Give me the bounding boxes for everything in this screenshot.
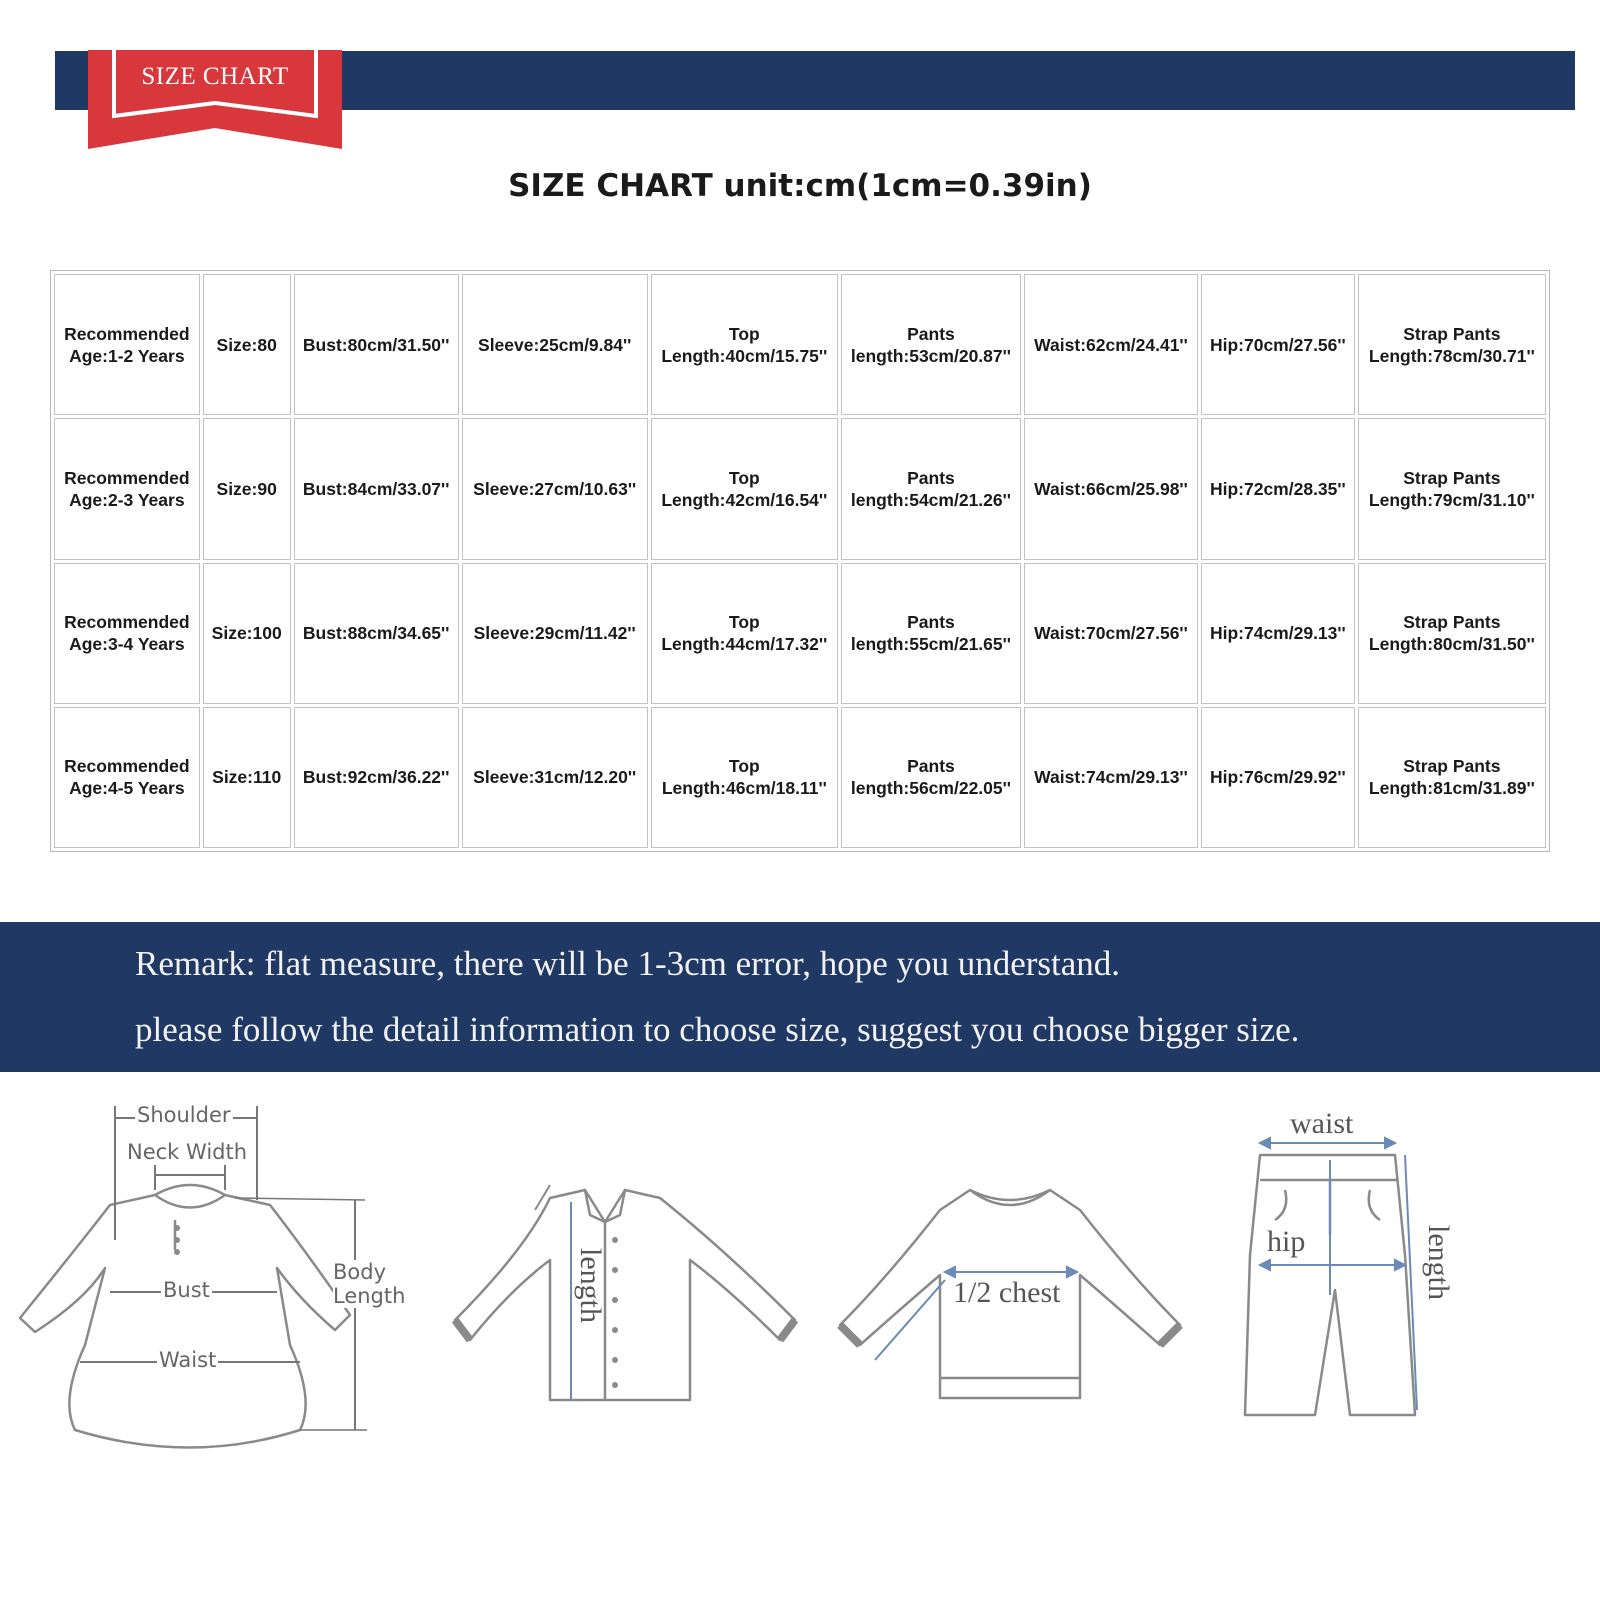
sleeve-cell: Sleeve:31cm/12.20'': [462, 707, 648, 848]
shoulder-label: Shoulder: [137, 1103, 231, 1127]
waist-cell: Waist:74cm/29.13'': [1024, 707, 1198, 848]
body-length-label: Body Length: [333, 1260, 406, 1308]
hip-cell: Hip:70cm/27.56'': [1201, 274, 1355, 415]
size-table: [50, 270, 1550, 852]
age-cell: Recommended Age:3-4 Years: [54, 563, 200, 704]
sleeve-cell: Sleeve:27cm/10.63'': [462, 418, 648, 559]
bust-cell: Bust:88cm/34.65'': [294, 563, 459, 704]
bust-cell: Bust:84cm/33.07'': [294, 418, 459, 559]
page-title: SIZE CHART unit:cm(1cm=0.39in): [508, 168, 1092, 204]
hip-cell: Hip:74cm/29.13'': [1201, 563, 1355, 704]
age-cell: Recommended Age:2-3 Years: [54, 418, 200, 559]
strap-pants-cell: Strap Pants Length:78cm/30.71'': [1358, 274, 1546, 415]
top-length-cell: Top Length:44cm/17.32'': [651, 563, 838, 704]
waist-cell: Waist:66cm/25.98'': [1024, 418, 1198, 559]
remark-line-2: please follow the detail information to choose size, suggest you choose bigger size.: [135, 1010, 1300, 1049]
pants-waist-label: waist: [1287, 1107, 1356, 1141]
pants-length-cell: Pants length:55cm/21.65'': [841, 563, 1021, 704]
pants-diagram: [1255, 1107, 1485, 1425]
pants-length-cell: Pants length:56cm/22.05'': [841, 707, 1021, 848]
waist-label: Waist: [159, 1348, 217, 1372]
remark-line-1: Remark: flat measure, there will be 1-3cm error, hope you understand.: [135, 944, 1121, 983]
pants-length-label: length: [1422, 1225, 1455, 1300]
size-cell: Size:110: [203, 707, 291, 848]
waist-cell: Waist:70cm/27.56'': [1024, 563, 1198, 704]
pants-length-cell: Pants length:54cm/21.26'': [841, 418, 1021, 559]
size-cell: Size:80: [203, 274, 291, 415]
age-cell: Recommended Age:4-5 Years: [54, 707, 200, 848]
table-row: [54, 563, 1546, 704]
size-cell: Size:100: [203, 563, 291, 704]
table-row: [54, 274, 1546, 415]
table-row: [54, 707, 1546, 848]
hip-cell: Hip:72cm/28.35'': [1201, 418, 1355, 559]
waist-cell: Waist:62cm/24.41'': [1024, 274, 1198, 415]
pants-length-cell: Pants length:53cm/20.87'': [841, 274, 1021, 415]
shirt-outline-icon: [455, 1180, 800, 1410]
top-length-cell: Top Length:40cm/15.75'': [651, 274, 838, 415]
top-length-cell: Top Length:46cm/18.11'': [651, 707, 838, 848]
table-row: [54, 418, 1546, 559]
shirt-length-label: length: [574, 1248, 607, 1323]
sleeve-cell: Sleeve:29cm/11.42'': [462, 563, 648, 704]
shirt-diagram: [455, 1180, 800, 1410]
bust-label: Bust: [163, 1278, 210, 1302]
top-length-cell: Top Length:42cm/16.54'': [651, 418, 838, 559]
bust-cell: Bust:92cm/36.22'': [294, 707, 459, 848]
strap-pants-cell: Strap Pants Length:79cm/31.10'': [1358, 418, 1546, 559]
dress-diagram: [15, 1100, 415, 1440]
pants-hip-label: hip: [1267, 1225, 1306, 1258]
sleeve-cell: Sleeve:25cm/9.84'': [462, 274, 648, 415]
strap-pants-cell: Strap Pants Length:81cm/31.89'': [1358, 707, 1546, 848]
strap-pants-cell: Strap Pants Length:80cm/31.50'': [1358, 563, 1546, 704]
sweater-diagram: [835, 1180, 1185, 1410]
bust-cell: Bust:80cm/31.50'': [294, 274, 459, 415]
age-cell: Recommended Age:1-2 Years: [54, 274, 200, 415]
size-chart-ribbon: [88, 50, 342, 149]
size-cell: Size:90: [203, 418, 291, 559]
remark-banner: [0, 922, 1600, 1072]
hip-cell: Hip:76cm/29.92'': [1201, 707, 1355, 848]
half-chest-label: 1/2 chest: [953, 1276, 1061, 1309]
neck-width-label: Neck Width: [127, 1140, 248, 1164]
ribbon-label: SIZE CHART: [141, 63, 289, 90]
